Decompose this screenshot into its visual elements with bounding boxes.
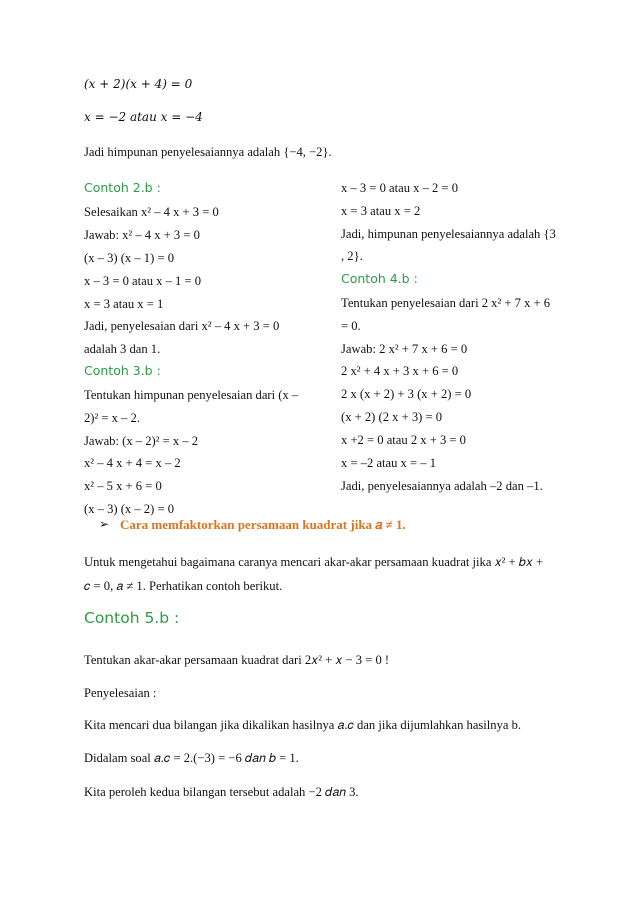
text-line: Jadi, himpunan penyelesaiannya adalah {3 bbox=[341, 227, 556, 241]
text-line: 2 x² + 4 x + 3 x + 6 = 0 bbox=[341, 364, 459, 378]
text-line: , 2}. bbox=[341, 249, 363, 263]
heading-example-4b: Contoh 4.b : bbox=[341, 271, 418, 286]
text-line: adalah 3 dan 1. bbox=[84, 342, 161, 356]
text-line: Selesaikan x² – 4 x + 3 = 0 bbox=[84, 205, 219, 219]
section-title: Cara memfaktorkan persamaan kuadrat jika 𝑎 ≠ 1. bbox=[120, 517, 406, 532]
text-line: 2)² = x – 2. bbox=[84, 411, 141, 425]
text-line: x – 3 = 0 atau x – 2 = 0 bbox=[341, 181, 459, 195]
text-line: Tentukan himpunan penyelesaian dari (x – bbox=[84, 388, 299, 402]
arrow-bullet-icon: ➢ bbox=[99, 517, 110, 531]
heading-example-3b: Contoh 3.b : bbox=[84, 363, 161, 378]
paragraph-line: Didalam soal 𝑎.𝑐 = 2.(−3) = −6 𝑑𝑎𝑛 𝑏 = 1. bbox=[84, 751, 299, 765]
text-line: Jawab: (x – 2)² = x – 2 bbox=[84, 434, 199, 448]
text-line: x +2 = 0 atau 2 x + 3 = 0 bbox=[341, 433, 466, 447]
text-line: Jadi, penyelesaian dari x² – 4 x + 3 = 0 bbox=[84, 319, 280, 333]
text-line: (x – 3) (x – 2) = 0 bbox=[84, 502, 174, 516]
paragraph-line: 𝑐 = 0, 𝑎 ≠ 1. Perhatikan contoh berikut. bbox=[84, 579, 283, 593]
text-line: x² – 5 x + 6 = 0 bbox=[84, 479, 162, 493]
heading-example-2b: Contoh 2.b : bbox=[84, 180, 161, 195]
text-line: Jawab: 2 x² + 7 x + 6 = 0 bbox=[341, 342, 468, 356]
text-line: 2 x (x + 2) + 3 (x + 2) = 0 bbox=[341, 387, 472, 401]
text-line: x = 3 atau x = 1 bbox=[84, 297, 164, 311]
text-line: Jawab: x² – 4 x + 3 = 0 bbox=[84, 228, 200, 242]
label-penyelesaian: Penyelesaian : bbox=[84, 686, 157, 700]
text-line: x – 3 = 0 atau x – 1 = 0 bbox=[84, 274, 202, 288]
paragraph-line: Kita peroleh kedua bilangan tersebut adalah −2 𝑑𝑎𝑛 3. bbox=[84, 785, 359, 799]
solution-set-statement: Jadi himpunan penyelesaiannya adalah {−4, −2}. bbox=[84, 145, 332, 159]
text-line: (x + 2) (2 x + 3) = 0 bbox=[341, 410, 443, 424]
equation-roots: 𝑥 = −2 𝑎𝑡𝑎𝑢 𝑥 = −4 bbox=[84, 110, 203, 124]
text-line: = 0. bbox=[341, 319, 361, 333]
equation-factored: (𝑥 + 2)(𝑥 + 4) = 0 bbox=[84, 77, 193, 91]
text-line: Jadi, penyelesaiannya adalah –2 dan –1. bbox=[341, 479, 543, 493]
text-line: x = 3 atau x = 2 bbox=[341, 204, 421, 218]
text-line: (x – 3) (x – 1) = 0 bbox=[84, 251, 174, 265]
text-line: Tentukan penyelesaian dari 2 x² + 7 x + 6 bbox=[341, 296, 551, 310]
text-line: x = –2 atau x = – 1 bbox=[341, 456, 437, 470]
paragraph-line: Kita mencari dua bilangan jika dikalikan hasilnya 𝑎.𝑐 dan jika dijumlahkan hasilnya b. bbox=[84, 718, 522, 732]
paragraph-line: Untuk mengetahui bagaimana caranya mencari akar-akar persamaan kuadrat jika 𝑥² + 𝑏𝑥 + bbox=[84, 555, 544, 569]
text-line: x² – 4 x + 4 = x – 2 bbox=[84, 456, 181, 470]
heading-example-5b: Contoh 5.b : bbox=[84, 609, 180, 627]
question: Tentukan akar-akar persamaan kuadrat dari 2𝑥² + 𝑥 − 3 = 0 ! bbox=[84, 653, 390, 667]
